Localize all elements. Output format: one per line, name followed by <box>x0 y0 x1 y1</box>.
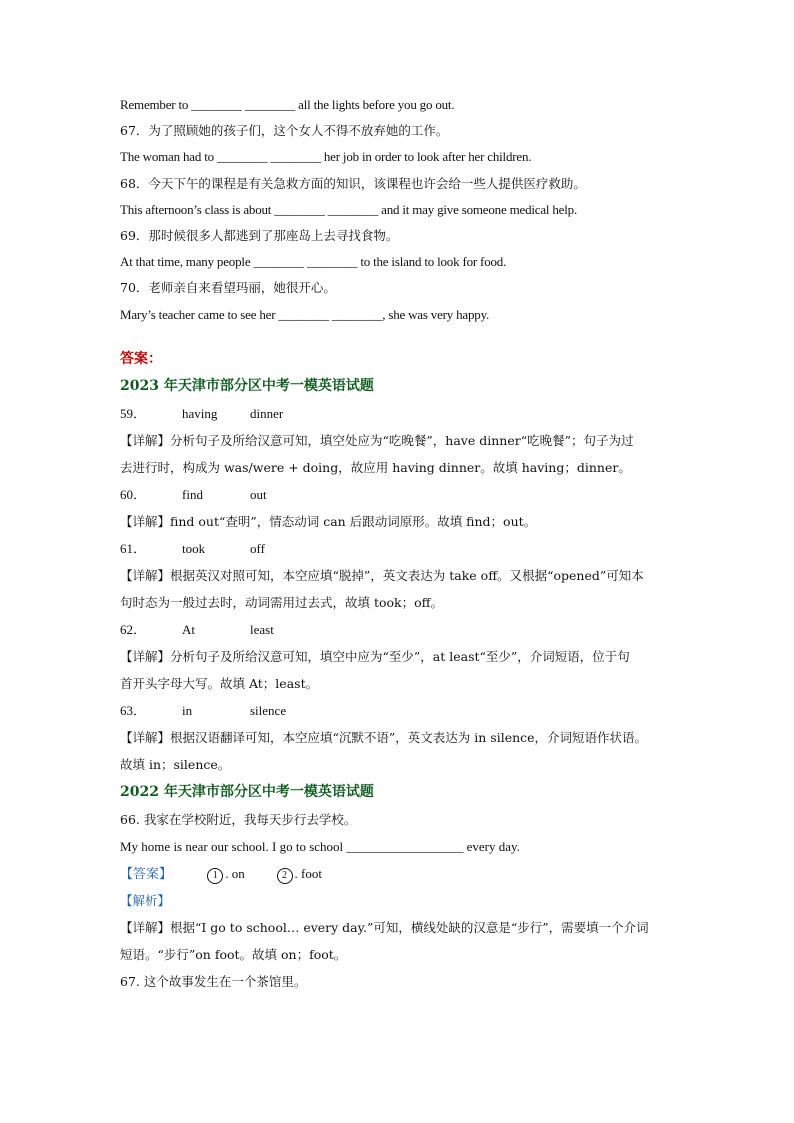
answer-word: having <box>182 405 218 421</box>
answer-item <box>120 697 680 778</box>
analysis-label: 【解析】 <box>120 892 171 908</box>
answer-word: in <box>182 702 193 718</box>
question-cn: 66. 我家在学校附近，我每天步行去学校。 <box>120 811 357 827</box>
answer-heading: 答案： <box>120 350 162 367</box>
question-cn: 67. 这个故事发生在一个茶馆里。 <box>120 973 307 989</box>
document-page <box>120 92 680 995</box>
section-title-2022: 2022 年天津市部分区中考一模英语试题 <box>120 783 374 800</box>
detail-text: 【详解】根据汉语翻译可知，本空应填“沉默不语”，英文表达为 in silence，介词短语作状语。 <box>120 729 648 745</box>
answer-word: dinner <box>250 405 284 421</box>
detail-text: 去进行时，构成为 was/were + doing，故应用 having dinner。故填 having；dinner。 <box>120 459 631 475</box>
answer-line <box>120 860 680 887</box>
detail-text: 句时态为一般过去时，动词需用过去式，故填 took；off。 <box>120 594 444 610</box>
question-line: The woman had to ________ ________ her job in order to look after her children. <box>120 149 532 165</box>
answer-word: least <box>250 621 274 637</box>
detail-text: 短语。“步行”on foot。故填 on；foot。 <box>120 946 347 962</box>
answer-item <box>120 481 680 535</box>
detail-text: 【详解】find out“查明”，情态动词 can 后跟动词原形。故填 find；out。 <box>120 513 537 529</box>
circled-number-icon: 1 <box>207 868 223 884</box>
detail-text: 首开头字母大写。故填 At；least。 <box>120 675 319 691</box>
section-title-2023: 2023 年天津市部分区中考一模英语试题 <box>120 377 374 394</box>
answer-word: took <box>182 540 206 556</box>
question-line: 68．今天下午的课程是有关急救方面的知识，该课程也许会给一些人提供医疗救助。 <box>120 175 586 191</box>
question-line: This afternoon’s class is about ________ ________ and it may give someone medical help. <box>120 201 578 217</box>
question-line: Mary’s teacher came to see her ________ ________, she was very happy. <box>120 306 490 322</box>
answer-number: 62． <box>120 621 147 637</box>
question-line: 69．那时候很多人都逃到了那座岛上去寻找食物。 <box>120 228 399 244</box>
answer-item <box>120 535 680 616</box>
question-en: My home is near our school. I go to school __________________ every day. <box>120 838 520 854</box>
answer-option-1: 1 . on <box>207 860 273 887</box>
detail-text: 【详解】根据英汉对照可知，本空应填“脱掉”，英文表达为 take off。又根据“opened”可知本 <box>120 567 644 583</box>
detail-text: 【详解】分析句子及所给汉意可知，填空处应为“吃晚餐”，have dinner“吃晚餐”；句子为过 <box>120 432 634 448</box>
answer-item <box>120 400 680 481</box>
answer-word: At <box>182 621 195 637</box>
answer-word: find <box>182 486 203 502</box>
detail-text: 【详解】根据“I go to school… every day.”可知，横线处缺的汉意是“步行”，需要填一个介词 <box>120 919 649 935</box>
detail-text: 【详解】分析句子及所给汉意可知，填空中应为“至少”，at least“至少”，介词短语，位于句 <box>120 648 630 664</box>
answer-label: 【答案】 <box>120 865 173 881</box>
answer-number: 61． <box>120 540 147 556</box>
detail-text: 故填 in；silence。 <box>120 756 231 772</box>
answer-option-2: 2 . foot <box>277 860 322 887</box>
circled-number-icon: 2 <box>277 868 293 884</box>
answer-word: off <box>250 540 265 556</box>
question-line: Remember to ________ ________ all the lights before you go out. <box>120 97 455 112</box>
question-line: At that time, many people ________ ________ to the island to look for food. <box>120 254 507 270</box>
question-line: 67．为了照顾她的孩子们，这个女人不得不放弃她的工作。 <box>120 123 449 139</box>
answer-number: 59． <box>120 405 147 421</box>
answer-number: 60． <box>120 486 147 502</box>
answer-item <box>120 616 680 697</box>
answer-word: out <box>250 486 267 502</box>
answer-number: 63． <box>120 702 147 718</box>
question-line: 70．老师亲自来看望玛丽，她很开心。 <box>120 280 336 296</box>
answer-word: silence <box>250 702 287 718</box>
